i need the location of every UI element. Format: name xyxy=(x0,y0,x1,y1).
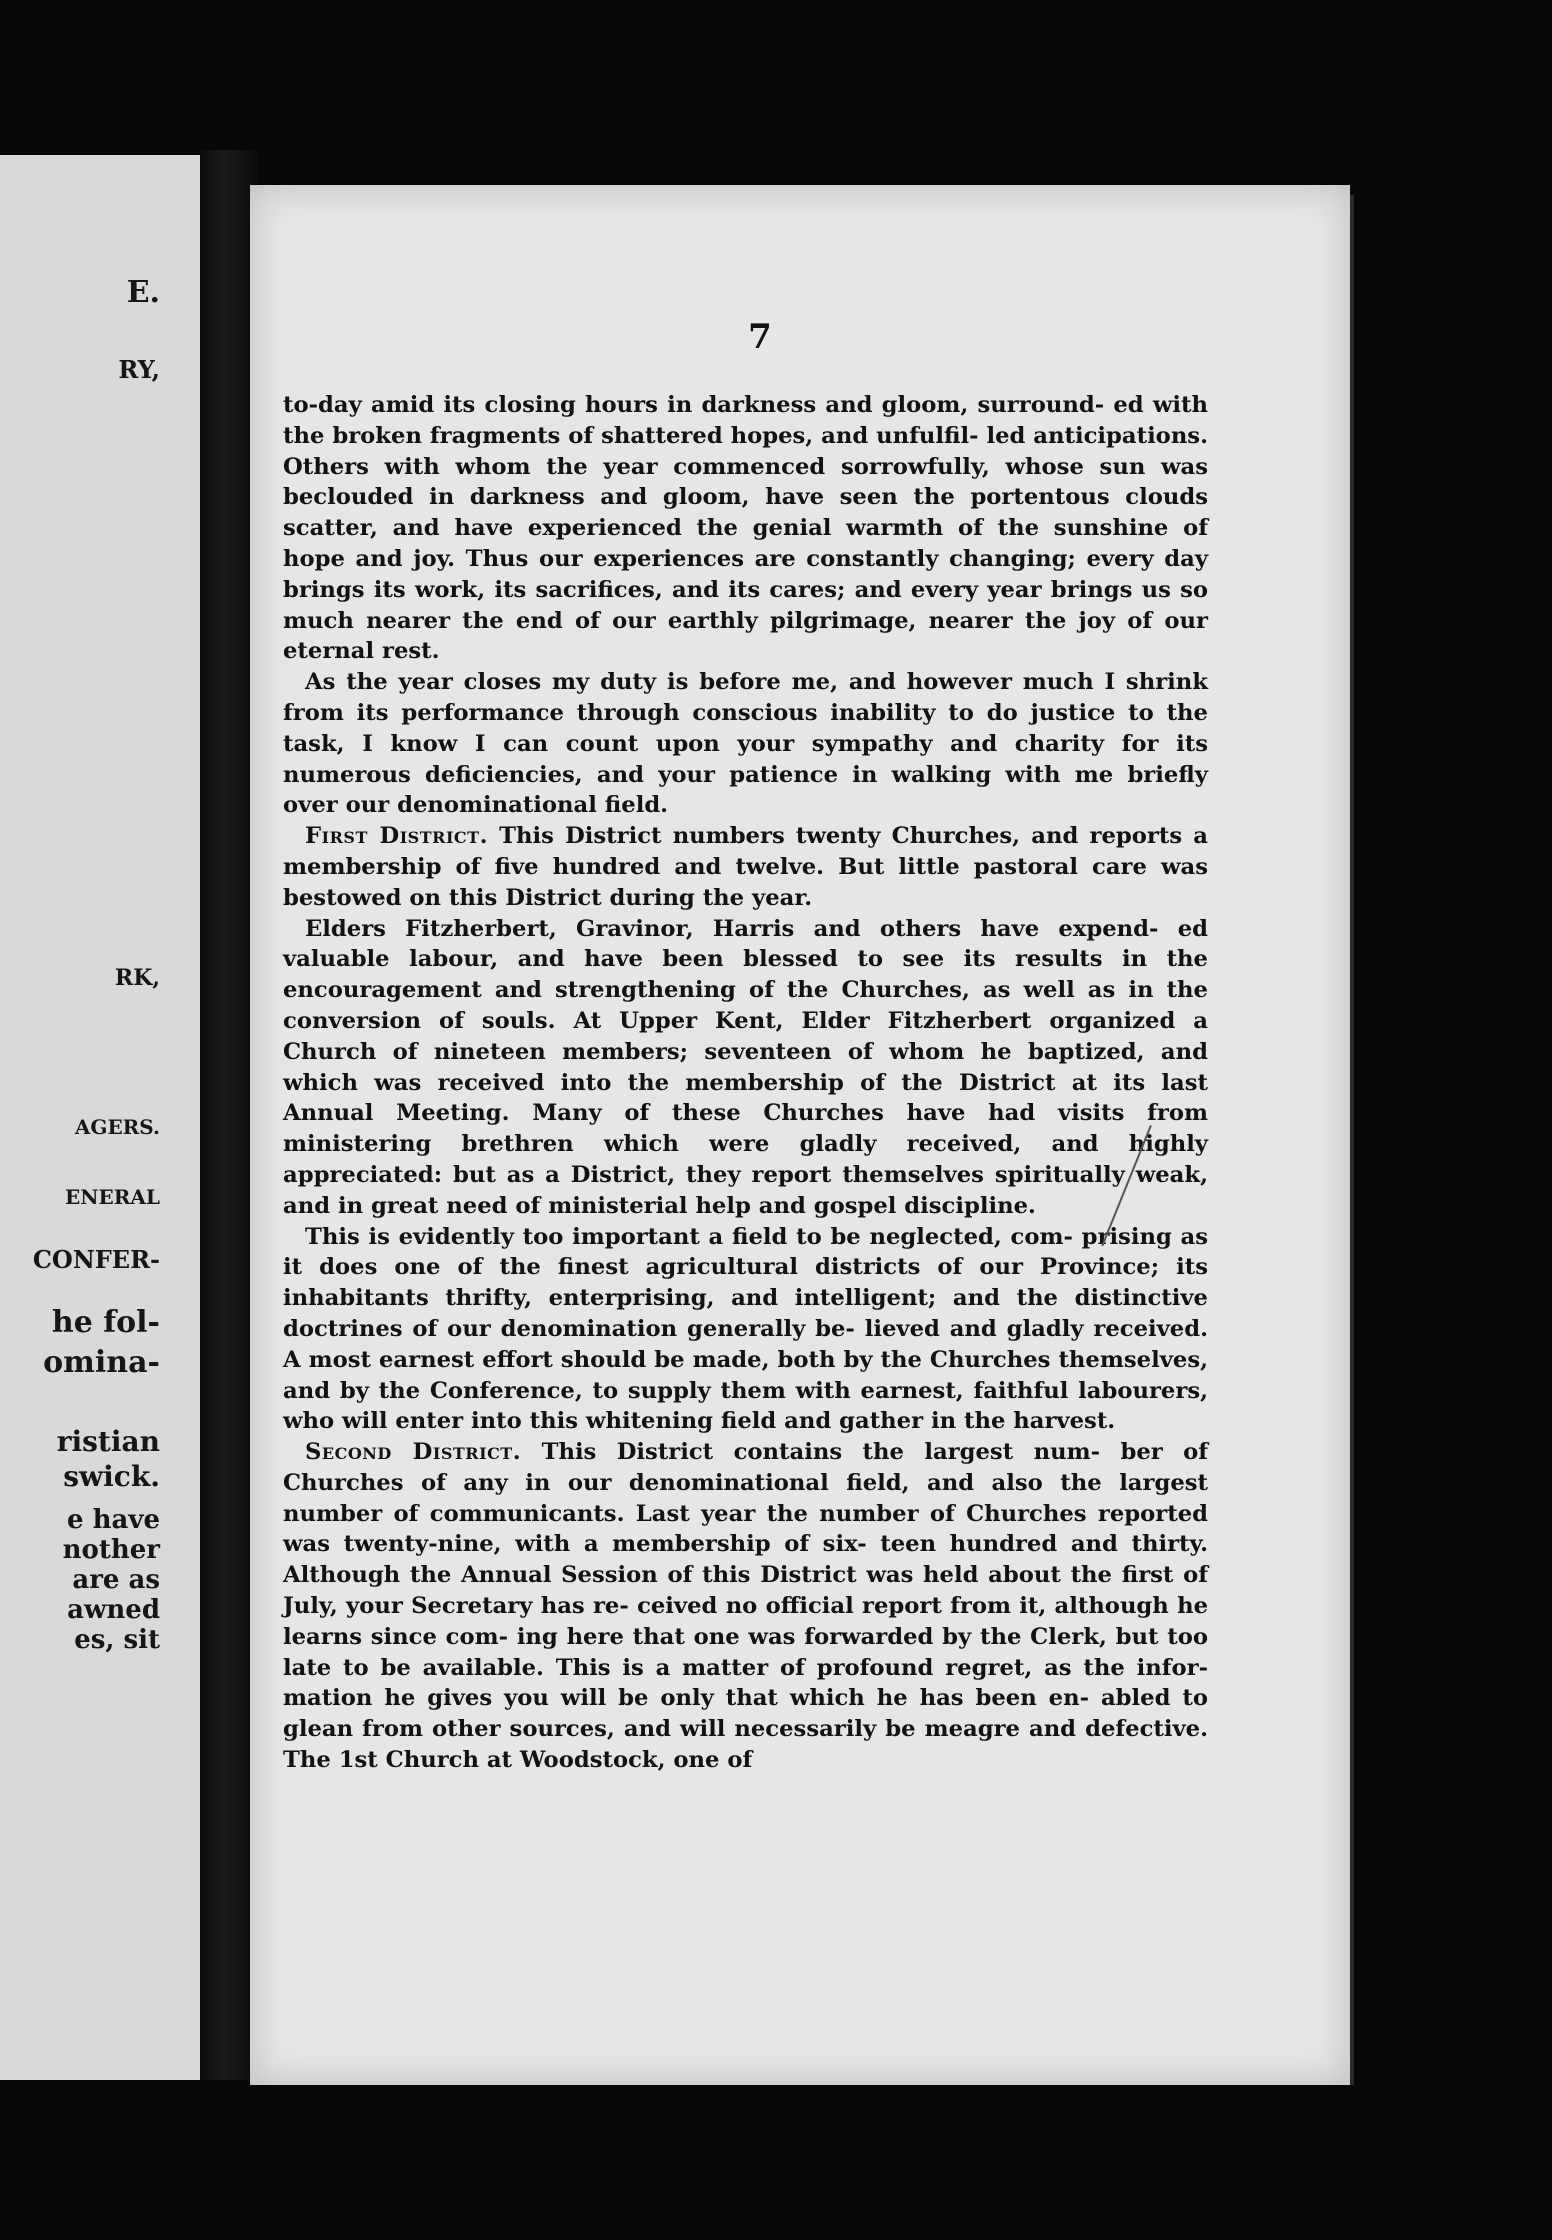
page-number: 7 xyxy=(748,317,772,357)
paragraph-duty: As the year closes my duty is before me, and however much I shrink from its performance through conscious inability to do justice to the task, I know I can count upon your sympathy and charity for its numerous deficiencies, and your patience in walking with me briefly over our denominational field. xyxy=(283,669,1209,819)
left-page-fragment: omina- xyxy=(43,1345,160,1380)
left-page-fragment: e have xyxy=(67,1505,160,1535)
book-page xyxy=(250,185,1350,2085)
left-page-fragment: RK, xyxy=(114,965,160,991)
left-page-fragment: E. xyxy=(126,275,160,310)
left-page-fragment: ristian xyxy=(56,1425,160,1458)
left-page-fragment: RY, xyxy=(118,355,160,384)
second-district-heading: Second District. xyxy=(305,1439,522,1466)
body-text xyxy=(283,390,1208,1776)
paragraph-field: This is evidently too important a field to be neglected, com- prising as it does one of the finest agricultural districts of our Province; its inhabitants thrifty, enterprising, and intelligent; and the distinctive doctrines of our denomination generally be- lieved and gladly received. A most earnest effort should be made, both by the Churches themselves, and by the Conference, to supply them with earnest, faithful labourers, who will enter into this whitening field and gather in the harvest. xyxy=(283,1223,1209,1435)
paragraph-second-district: Second District. This District contains the largest num- ber of Churches of any in our denominational field, and also the largest number of communicants. Last year the number of Churches reported was twenty-nine, with a membership of six- teen hundred and thirty. Although the Annual Session of this District was held about the first of July, your Secretary has re- ceived no official report from it, although he learns since com- ing here that one was forwarded by the Clerk, but too late to be available. This is a matter of profound regret, as the infor- mation he gives you will be only that which he has been en- abled to glean from other sources, and will necessarily be meagre and defective. The 1st Church at Woodstock, one of xyxy=(283,1439,1209,1774)
left-page-fragment: es, sit xyxy=(74,1625,160,1655)
left-page-fragment: ENERAL xyxy=(65,1185,160,1209)
left-page-fragment: are as xyxy=(72,1565,160,1595)
left-page-fragment: nother xyxy=(62,1535,160,1565)
paragraph-continued: to-day amid its closing hours in darkness and gloom, surround- ed with the broken fragments of shattered hopes, and unfulfil- led anticipations. Others with whom the year commenced sorrowfully, whose sun was beclouded in darkness and gloom, have seen the portentous clouds scatter, and have experienced the genial warmth of the sunshine of hope and joy. Thus our experiences are constantly changing; every day brings its work, its sacrifices, and its cares; and every year brings us so much nearer the end of our earthly pilgrimage, nearer the joy of our eternal rest. xyxy=(283,392,1209,665)
first-district-heading: First District. xyxy=(305,823,488,850)
previous-page xyxy=(0,155,203,2080)
left-page-fragment: CONFER- xyxy=(32,1245,160,1274)
left-page-fragment: awned xyxy=(67,1595,160,1625)
paragraph-elders: Elders Fitzherbert, Gravinor, Harris and others have expend- ed valuable labour, and have been blessed to see its results in the encouragement and strengthening of the Churches, as well as in the conversion of souls. At Upper Kent, Elder Fitzherbert organized a Church of nineteen members; seventeen of whom he baptized, and which was received into the membership of the District at its last Annual Meeting. Many of these Churches have had visits from ministering brethren which were gladly received, and highly appreciated: but as a District, they report themselves spiritually weak, and in great need of ministerial help and gospel discipline. xyxy=(283,915,1209,1219)
left-page-fragment: swick. xyxy=(63,1460,160,1493)
left-page-fragment: AGERS. xyxy=(74,1115,160,1139)
paragraph-first-district: First District. This District numbers twenty Churches, and reports a membership of five hundred and twelve. But little pastoral care was bestowed on this District during the year. xyxy=(283,823,1208,911)
left-page-fragment: he fol- xyxy=(51,1305,160,1340)
